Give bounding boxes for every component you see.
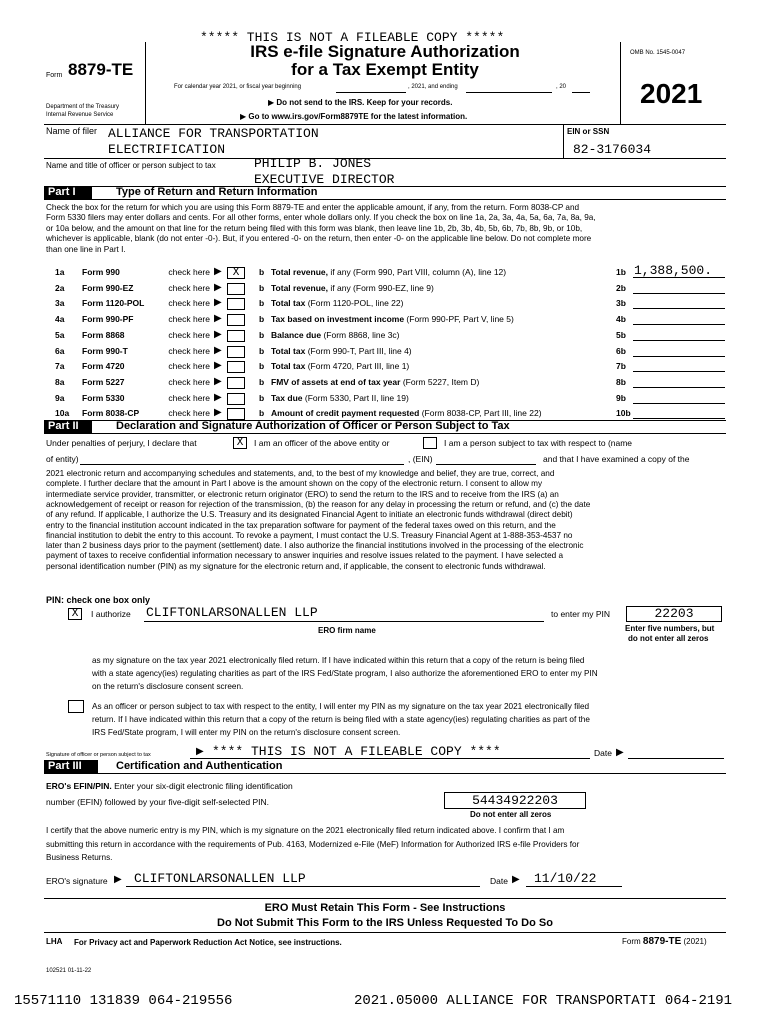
line-check-here: check here xyxy=(168,267,210,277)
line-number: 2a xyxy=(55,282,65,293)
line-check-here: check here xyxy=(168,282,210,293)
line-result-number: 5b xyxy=(616,329,626,340)
line-b-label: b xyxy=(259,361,265,372)
arrow-right-icon: ▶ xyxy=(214,266,222,277)
line-check-here: check here xyxy=(168,345,210,356)
line-form-name: Form 4720 xyxy=(82,361,125,372)
ero-firm-name: CLIFTONLARSONALLEN LLP xyxy=(146,605,318,620)
form-type-checkbox[interactable] xyxy=(227,298,245,310)
line-description-bold: Amount of credit payment requested xyxy=(271,408,420,419)
line-description-bold: Total revenue, xyxy=(271,267,328,277)
line-b-label: b xyxy=(259,267,265,277)
officer-date-label: Date xyxy=(594,748,612,758)
fiscal-end-year-field[interactable] xyxy=(572,92,590,93)
filer-name-line2: ELECTRIFICATION xyxy=(108,142,226,157)
form-type-checkbox[interactable] xyxy=(227,314,245,326)
bottom-right-id: 2021.05000 ALLIANCE FOR TRANSPORTATI 064-2191 xyxy=(354,993,733,1009)
line-check-here: check here xyxy=(168,392,210,403)
tax-year: 2021 xyxy=(640,78,703,109)
line-description xyxy=(271,377,479,388)
to-enter-pin-label: to enter my PIN xyxy=(551,609,611,619)
self-body-line: IRS Fed/State program, I will enter my PIN on the return's disclosure consent screen. xyxy=(92,728,401,737)
entity-ein-field[interactable] xyxy=(436,464,536,465)
fiscal-begin-field[interactable] xyxy=(336,92,406,93)
calendar-year-end: , 20 xyxy=(556,84,567,90)
part1-title: Type of Return and Return Information xyxy=(116,186,318,198)
form-type-checkbox[interactable] xyxy=(227,408,245,420)
arrow-right-icon: ▶ xyxy=(214,391,222,403)
calendar-year-mid: , 2021, and ending xyxy=(408,84,458,90)
authorize-label: I authorize xyxy=(91,609,131,619)
officer-signature-value: **** THIS IS NOT A FILEABLE COPY **** xyxy=(212,744,501,759)
line-form-name: Form 990-EZ xyxy=(82,282,134,293)
form-type-checkbox[interactable] xyxy=(227,361,245,373)
line-description-text: (Form 1120-POL, line 22) xyxy=(307,298,404,309)
line-description-text: (Form 990-T, Part III, line 4) xyxy=(307,345,412,356)
line-description-bold: Tax due xyxy=(271,392,303,403)
line-amount-field[interactable] xyxy=(633,356,725,357)
form-type-checkbox[interactable] xyxy=(227,377,245,389)
omb-number: OMB No. 1545-0047 xyxy=(630,50,686,56)
declaration-line: personal identification number (PIN) as my signature for the electronic return and, if applicable, the consent to electronic funds withdrawal. xyxy=(46,561,546,571)
ero-signature-field[interactable] xyxy=(126,886,480,887)
line-description xyxy=(271,346,412,357)
arrow-right-icon: ▶ xyxy=(214,313,222,325)
self-enter-pin-checkbox[interactable] xyxy=(68,700,84,713)
line-number: 9a xyxy=(55,392,65,403)
line-amount-field[interactable] xyxy=(633,340,725,341)
authorize-body-line: with a state agency(ies) regulating charities as part of the IRS Fed/State program, I also authorize the aforementioned ERO to enter my PIN xyxy=(92,669,598,678)
line-description-text: (Form 4720, Part III, line 1) xyxy=(307,361,410,372)
line-description-text: if any (Form 990-EZ, line 9) xyxy=(330,282,434,293)
arrow-right-icon: ▶ xyxy=(214,328,222,340)
fiscal-end-field[interactable] xyxy=(466,92,552,93)
line-amount-field[interactable] xyxy=(633,277,725,278)
part1-instruction-line: whichever is applicable, blank (do not enter -0-). But, if you entered -0- on the return, then enter -0- on the applicable line below. Do not complete more xyxy=(46,234,592,244)
certify-line: submitting this return in accordance with the requirements of Pub. 4163, Modernized e-File (MeF) Information for Authorized IRS e-file Providers for xyxy=(46,839,580,849)
line-result-number: 6b xyxy=(616,345,626,356)
line-b-label: b xyxy=(259,314,265,325)
notice-do-not-send: ▶ Do not send to the IRS. Keep for your records. xyxy=(268,98,453,107)
part1-instruction-line: Form 5330 filers may enter dollars and cents. For all other forms, enter whole dollars only. If you check the box on line 1a, 2a, 3a, 4a, 5a, 6a, 7a, 8a, 9a, xyxy=(46,213,596,223)
line-b-label: b xyxy=(259,408,265,419)
line-check-here: check here xyxy=(168,376,210,387)
officer-date-field[interactable] xyxy=(628,758,724,759)
line-form-name: Form 990 xyxy=(82,267,120,277)
arrow-right-icon: ▶ xyxy=(240,112,247,121)
line-amount-field[interactable] xyxy=(633,403,725,404)
line-description xyxy=(271,283,434,294)
ein-value: 82-3176034 xyxy=(573,142,652,157)
ero-firm-name-caption: ERO firm name xyxy=(318,626,376,635)
filer-name-line1: ALLIANCE FOR TRANSPORTATION xyxy=(108,126,319,141)
lha-label: LHA xyxy=(46,937,63,946)
form-type-checkbox[interactable] xyxy=(227,330,245,342)
line-b-label: b xyxy=(259,345,265,356)
line-description-bold: Total tax xyxy=(271,298,306,309)
arrow-right-icon: ▶ xyxy=(214,344,222,356)
certify-line: Business Returns. xyxy=(46,853,113,862)
line-form-name: Form 8868 xyxy=(82,329,125,340)
efin-not-all-zeros: Do not enter all zeros xyxy=(470,810,552,819)
part2-title: Declaration and Signature Authorization of Officer or Person Subject to Tax xyxy=(116,420,510,432)
ero-date-field[interactable] xyxy=(526,886,622,887)
line-number: 10a xyxy=(55,408,70,419)
line-check-here: check here xyxy=(168,361,210,372)
certify-line: I certify that the above numeric entry is my PIN, which is my signature on the 2021 electronically filed return indicated above. I confirm that I am xyxy=(46,826,565,835)
line-description-bold: FMV of assets at end of tax year xyxy=(271,376,401,387)
line-check-here: check here xyxy=(168,314,210,325)
part3-title: Certification and Authentication xyxy=(116,760,283,772)
line-check-here: check here xyxy=(168,298,210,309)
pin-heading: PIN: check one box only xyxy=(46,595,151,605)
retain-notice-2: Do Not Submit This Form to the IRS Unless Requested To Do So xyxy=(217,917,553,929)
line-result-number: 2b xyxy=(616,282,626,293)
declaration-line: entry to the financial institution account indicated in the tax preparation software for payment of the federal taxes owed on this return, and the xyxy=(46,520,556,530)
ero-firm-field[interactable] xyxy=(144,621,544,622)
self-body-line: return. If I have indicated within this return that a copy of the return is being filed with a state agency(ies) regulating charities as part of the xyxy=(92,715,590,724)
arrow-right-icon: ▶ xyxy=(214,360,222,372)
form-title-line2: for a Tax Exempt Entity xyxy=(291,60,479,79)
line-description-text: (Form 5227, Item D) xyxy=(402,376,480,387)
part1-tag: Part I xyxy=(44,186,92,199)
declaration-line: acknowledgement of receipt or reason for rejection of the transmission, (b) the reason for any delay in processing the return or refund, and (c) the date xyxy=(46,499,591,509)
declaration-line: complete. I further declare that the amount in Part I above is the amount shown on the copy of the electronic return. I consent to allow my xyxy=(46,479,543,489)
line-result-number: 3b xyxy=(616,298,626,309)
line-form-name: Form 5330 xyxy=(82,392,125,403)
line-number: 8a xyxy=(55,376,65,387)
line-number: 1a xyxy=(55,267,65,277)
person-option-label: I am a person subject to tax with respect to (name xyxy=(444,438,633,448)
enter-five-numbers-2: do not enter all zeros xyxy=(628,634,709,643)
officer-name: PHILIP B. JONES xyxy=(254,156,372,171)
line-description-text: (Form 8868, line 3c) xyxy=(323,329,400,340)
line-result-number: 8b xyxy=(616,376,626,387)
line-description xyxy=(271,393,409,404)
line-description xyxy=(271,267,506,278)
line-check-here: check here xyxy=(168,408,210,419)
line-description-bold: Total tax xyxy=(271,361,306,372)
line-description-text: (Form 8038-CP, Part III, line 22) xyxy=(421,408,542,419)
arrow-right-icon: ▶ xyxy=(512,874,520,885)
form-type-checkbox[interactable] xyxy=(227,346,245,358)
dept-line1: Department of the Treasury xyxy=(46,104,120,110)
filer-name-label: Name of filer xyxy=(46,126,98,136)
line-form-name: Form 5227 xyxy=(82,376,125,387)
line-description-text: if any (Form 990, Part VIII, column (A), line 12) xyxy=(330,267,507,277)
declaration-line: of any refund. If applicable, I authorize the U.S. Treasury and its designated Financial Agent to initiate an electronic funds withdrawal (direct debit) xyxy=(46,510,573,520)
part1-instruction-line: or 10a below, and the amount on that line for the return being filed with this form was blank, then leave line 1b, 2b, 3b, 4b, 5b, 6b, 7b, 8b, 9b, or 10b, xyxy=(46,223,583,233)
declaration-line: later than 2 business days prior to the payment (settlement) date. I also authorize the financial institutions involved in the processing of the electronic xyxy=(46,541,584,551)
line-amount-field[interactable] xyxy=(633,371,725,372)
arrow-right-icon: ▶ xyxy=(268,98,275,107)
authorize-body-line: as my signature on the tax year 2021 electronically filed return. If I have indicated within this return that a copy of the return is being filed xyxy=(92,656,585,665)
pin-box[interactable]: 22203 xyxy=(626,606,722,622)
line-description-bold: Balance due xyxy=(271,329,322,340)
arrow-right-icon: ▶ xyxy=(114,874,122,885)
line-amount-field[interactable] xyxy=(633,308,725,309)
form-prefix: Form xyxy=(46,72,63,79)
line-amount-field[interactable] xyxy=(633,293,725,294)
line-result-number: 7b xyxy=(616,361,626,372)
line-number: 3a xyxy=(55,298,65,309)
ero-date-value: 11/10/22 xyxy=(534,871,597,886)
officer-title: EXECUTIVE DIRECTOR xyxy=(254,172,395,187)
line-number: 5a xyxy=(55,329,65,340)
calendar-year-label: For calendar year 2021, or fiscal year beginning xyxy=(174,84,302,90)
line-amount-field[interactable] xyxy=(633,324,725,325)
dept-line2: Internal Revenue Service xyxy=(46,112,114,118)
officer-label: Name and title of officer or person subject to tax xyxy=(46,161,216,170)
officer-signature-label: Signature of officer or person subject to tax xyxy=(46,752,151,758)
declaration-line: 2021 electronic return and accompanying schedules and statements, and, to the best of my knowledge and belief, they are true, correct, and xyxy=(46,469,555,478)
officer-checkbox[interactable]: X xyxy=(233,437,247,449)
form-title-line1: IRS e-file Signature Authorization xyxy=(250,42,520,61)
line-amount-field[interactable] xyxy=(633,387,725,388)
declaration-line: financial institution to debit the entry to this account. To revoke a payment, I must contact the U.S. Treasury Financial Agent at 1-888-353-4537 no xyxy=(46,530,573,540)
ero-signature-value: CLIFTONLARSONALLEN LLP xyxy=(134,871,306,886)
form-number: 8879-TE xyxy=(68,60,134,79)
line-description-text: (Form 990-PF, Part V, line 5) xyxy=(406,314,514,325)
line-description xyxy=(271,314,514,325)
arrow-right-icon: ▶ xyxy=(616,747,624,758)
line-b-label: b xyxy=(259,298,265,309)
line-result-number: 1b xyxy=(616,267,626,277)
line-b-label: b xyxy=(259,329,265,340)
line-form-name: Form 8038-CP xyxy=(82,408,140,419)
line-form-name: Form 990-T xyxy=(82,345,128,356)
line-description-bold: Tax based on investment income xyxy=(271,314,405,325)
notice-website: ▶ Go to www.irs.gov/Form8879TE for the latest information. xyxy=(240,112,468,121)
part3-tag: Part III xyxy=(44,760,98,773)
authorize-body-line: on the return's disclosure consent screen. xyxy=(92,682,244,691)
arrow-right-icon: ▶ xyxy=(196,746,204,757)
arrow-right-icon: ▶ xyxy=(214,407,222,419)
self-body-line: As an officer or person subject to tax with respect to the entity, I will enter my PIN as my signature on the tax year 2021 electronically filed xyxy=(92,702,590,711)
officer-option-label: I am an officer of the above entity or xyxy=(254,438,390,448)
part2-tag: Part II xyxy=(44,420,92,433)
ero-date-label: Date xyxy=(490,876,508,886)
part1-instruction-line: than one line in Part I. xyxy=(46,244,126,254)
line-description-text: (Form 5330, Part II, line 19) xyxy=(304,392,409,403)
line-description xyxy=(271,408,542,419)
authorize-ero-checkbox[interactable]: X xyxy=(68,608,82,620)
line-number: 6a xyxy=(55,345,65,356)
line-check-here: check here xyxy=(168,329,210,340)
line-form-name: Form 990-PF xyxy=(82,314,134,325)
line-description xyxy=(271,330,400,341)
efin-box[interactable]: 54434922203 xyxy=(444,792,586,809)
line-result-number: 9b xyxy=(616,392,626,403)
line-result-number: 10b xyxy=(616,408,631,419)
arrow-right-icon: ▶ xyxy=(214,281,222,293)
form-type-checkbox[interactable]: X xyxy=(227,267,245,279)
declaration-line: payment of taxes to receive confidential information necessary to answer inquiries and resolve issues related to the payment. I have selected a xyxy=(46,551,564,561)
declaration-start: Under penalties of perjury, I declare that xyxy=(46,438,197,448)
footer-code: 102521 01-11-22 xyxy=(46,968,92,974)
line-description-bold: Total revenue, xyxy=(271,282,328,293)
efin-instruction-2: number (EFIN) followed by your five-digit self-selected PIN. xyxy=(46,797,269,807)
declaration-line: intermediate service provider, transmitter, or electronic return originator (ERO) to send the return to the IRS and to receive from the IRS (a) an xyxy=(46,489,559,499)
line-description xyxy=(271,298,403,309)
arrow-right-icon: ▶ xyxy=(214,375,222,387)
line-form-name: Form 1120-POL xyxy=(82,298,145,309)
line-description xyxy=(271,361,409,372)
ero-signature-label: ERO's signature xyxy=(46,876,108,886)
line-number: 4a xyxy=(55,314,65,325)
retain-notice-1: ERO Must Retain This Form - See Instructions xyxy=(264,902,506,914)
person-checkbox[interactable] xyxy=(423,437,437,449)
bottom-left-id: 15571110 131839 064-219556 xyxy=(14,993,233,1009)
footer-form-id: Form 8879-TE (2021) xyxy=(622,936,707,947)
part1-instruction-line: Check the box for the return for which you are using this Form 8879-TE and enter the applicable amount, if any, from the return. Form 8038-CP and xyxy=(46,203,580,212)
arrow-right-icon: ▶ xyxy=(214,297,222,309)
efin-instruction-1: ERO's EFIN/PIN. Enter your six-digit electronic filing identification xyxy=(46,781,293,791)
line-b-label: b xyxy=(259,392,265,403)
form-type-checkbox[interactable] xyxy=(227,393,245,405)
entity-ein-label: , (EIN) xyxy=(408,454,433,464)
line-b-label: b xyxy=(259,282,265,293)
entity-name-field[interactable] xyxy=(80,464,404,465)
privacy-notice: For Privacy act and Paperwork Reduction Act Notice, see instructions. xyxy=(74,938,342,947)
enter-five-numbers-1: Enter five numbers, but xyxy=(625,624,715,633)
line-amount-value: 1,388,500. xyxy=(634,263,713,278)
form-type-checkbox[interactable] xyxy=(227,283,245,295)
ein-label: EIN or SSN xyxy=(567,127,610,136)
watermark-banner: ***** THIS IS NOT A FILEABLE COPY ***** xyxy=(200,30,505,45)
of-entity-label: of entity) xyxy=(46,454,79,464)
line-number: 7a xyxy=(55,361,65,372)
line-result-number: 4b xyxy=(616,314,626,325)
line-b-label: b xyxy=(259,376,265,387)
examined-text: and that I have examined a copy of the xyxy=(543,454,690,464)
line-description-bold: Total tax xyxy=(271,345,306,356)
officer-signature-field[interactable] xyxy=(190,758,590,759)
